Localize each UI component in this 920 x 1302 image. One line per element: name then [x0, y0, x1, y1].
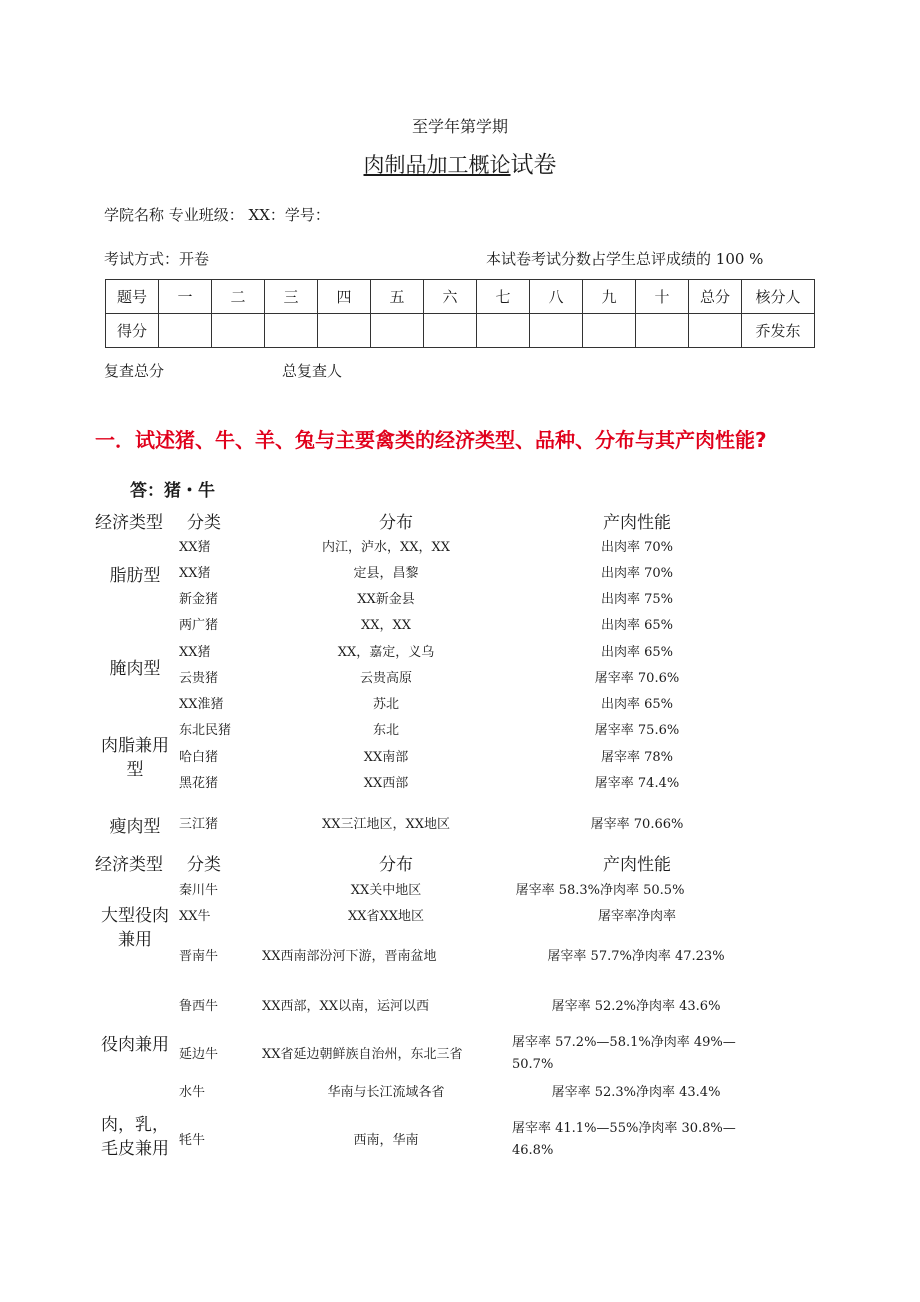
col-header-type: 经济类型	[95, 513, 163, 533]
cattle-performance: 屠宰率 52.3%净肉率 43.4%	[551, 1085, 721, 1100]
cattle-distribution: XX关中地区	[350, 883, 422, 898]
pig-breed: 三江猪	[179, 817, 219, 832]
pig-performance: 屠宰率 78%	[600, 750, 674, 765]
pig-performance: 屠宰率 74.4%	[594, 776, 680, 791]
score-input-cell[interactable]	[424, 314, 477, 348]
pig-type-label: 肉脂兼用型	[101, 736, 169, 780]
pig-breed: XX猪	[179, 540, 211, 555]
col-header-distribution: 分布	[379, 855, 413, 875]
score-input-cell[interactable]	[636, 314, 689, 348]
pig-performance: 出肉率 65%	[600, 618, 674, 633]
score-header-cell: 二	[212, 280, 265, 314]
pig-breed: 东北民猪	[179, 723, 232, 738]
score-header-cell: 四	[318, 280, 371, 314]
cattle-breed: 秦川牛	[179, 883, 219, 898]
cattle-distribution: XX西部，XX以南，运河以西	[262, 999, 430, 1014]
pig-type-label: 瘦肉型	[109, 817, 161, 837]
score-input-cell[interactable]	[159, 314, 212, 348]
pig-performance: 屠宰率 70.66%	[590, 817, 684, 832]
score-input-cell[interactable]	[689, 314, 742, 348]
score-header-cell: 核分人	[742, 280, 815, 314]
pig-distribution: XX新金县	[357, 592, 415, 607]
pig-performance: 出肉率 65%	[600, 645, 674, 660]
answer-heading: 答：猪・牛	[130, 481, 215, 501]
cattle-breed: 延边牛	[179, 1047, 219, 1062]
col-header-category: 分类	[187, 513, 221, 533]
exam-weight: 本试卷考试分数占学生总评成绩的 100 %	[486, 250, 764, 268]
col-header-category: 分类	[187, 855, 221, 875]
cattle-performance: 屠宰率 57.7%净肉率 47.23%	[547, 949, 725, 964]
score-header-cell: 总分	[689, 280, 742, 314]
cattle-distribution: 西南，华南	[353, 1133, 419, 1148]
checker-name: 乔发东	[742, 314, 815, 348]
pig-distribution: XX，XX	[360, 618, 412, 633]
score-row-label: 得分	[106, 314, 159, 348]
score-header-cell: 八	[530, 280, 583, 314]
pig-performance: 出肉率 65%	[600, 697, 674, 712]
cattle-performance: 屠宰率 52.2%净肉率 43.6%	[551, 999, 721, 1014]
col-header-performance: 产肉性能	[603, 855, 671, 875]
cattle-performance: 屠宰率净肉率	[597, 909, 676, 924]
pig-performance: 屠宰率 70.6%	[594, 671, 680, 686]
cattle-breed: XX牛	[179, 909, 211, 924]
cattle-performance: 屠宰率 41.1%—55%净肉率 30.8%—	[512, 1121, 736, 1136]
cattle-performance-cont: 50.7%	[512, 1057, 554, 1072]
pig-distribution: 东北	[372, 723, 399, 738]
student-info-line: 学院名称 专业班级： XX：学号：	[104, 206, 330, 224]
pig-breed: 新金猪	[179, 592, 219, 607]
score-table	[105, 279, 815, 348]
cattle-breed: 晋南牛	[179, 949, 219, 964]
pig-distribution: 内江，泸水，XX，XX	[321, 540, 451, 555]
score-header-cell: 五	[371, 280, 424, 314]
score-header-cell: 十	[636, 280, 689, 314]
score-header-cell: 一	[159, 280, 212, 314]
cattle-type-label: 大型役肉兼用	[101, 906, 169, 950]
pig-breed: 黑花猪	[179, 776, 219, 791]
pig-distribution: XX西部	[363, 776, 409, 791]
cattle-distribution: 华南与长江流域各省	[327, 1085, 445, 1100]
recheck-person-label: 总复查人	[282, 362, 343, 380]
pig-distribution: 定县，昌黎	[353, 566, 419, 581]
score-input-cell[interactable]	[212, 314, 265, 348]
cattle-type-label: 肉，乳，毛皮兼用	[101, 1115, 169, 1159]
score-input-cell[interactable]	[583, 314, 636, 348]
cattle-performance: 屠宰率 57.2%—58.1%净肉率 49%—	[512, 1035, 736, 1050]
pig-performance: 屠宰率 75.6%	[594, 723, 680, 738]
pig-distribution: XX南部	[363, 750, 409, 765]
cattle-type-label: 役肉兼用	[101, 1035, 169, 1055]
semester-line: 至学年第学期	[411, 117, 508, 136]
score-input-cell[interactable]	[530, 314, 583, 348]
recheck-total-label: 复查总分	[104, 362, 165, 380]
score-input-cell[interactable]	[318, 314, 371, 348]
cattle-breed: 牦牛	[179, 1133, 206, 1148]
cattle-breed: 鲁西牛	[179, 999, 219, 1014]
col-header-type: 经济类型	[95, 855, 163, 875]
pig-breed: XX淮猪	[179, 697, 224, 712]
pig-type-label: 脂肪型	[109, 566, 161, 586]
title-suffix: 试卷	[510, 152, 557, 178]
score-header-cell: 九	[583, 280, 636, 314]
col-header-performance: 产肉性能	[603, 513, 671, 533]
cattle-distribution: XX省延边朝鲜族自治州，东北三省	[262, 1047, 463, 1062]
col-header-distribution: 分布	[379, 513, 413, 533]
pig-performance: 出肉率 70%	[600, 540, 674, 555]
score-input-cell[interactable]	[265, 314, 318, 348]
pig-distribution: XX三江地区，XX地区	[321, 817, 451, 832]
pig-type-label: 腌肉型	[109, 659, 161, 679]
cattle-breed: 水牛	[179, 1085, 206, 1100]
pig-breed: 哈白猪	[179, 750, 219, 765]
cattle-distribution: XX省XX地区	[347, 909, 425, 924]
question-1: 一．试述猪、牛、羊、兔与主要禽类的经济类型、品种、分布与其产肉性能?	[95, 428, 767, 452]
pig-breed: XX猪	[179, 566, 211, 581]
cattle-distribution: XX西南部汾河下游，晋南盆地	[262, 949, 437, 964]
pig-breed: 两广猪	[179, 618, 219, 633]
score-header-cell: 七	[477, 280, 530, 314]
cattle-performance: 屠宰率 58.3%净肉率 50.5%	[515, 883, 685, 898]
pig-performance: 出肉率 75%	[600, 592, 674, 607]
pig-breed: XX猪	[179, 645, 211, 660]
pig-performance: 出肉率 70%	[600, 566, 674, 581]
score-input-cell[interactable]	[477, 314, 530, 348]
score-table-header-row	[106, 280, 815, 314]
score-header-cell: 六	[424, 280, 477, 314]
pig-distribution: XX，嘉定，义乌	[337, 645, 435, 660]
course-name: 肉制品加工概论	[363, 153, 511, 177]
score-table-score-row	[106, 314, 815, 348]
score-header-cell: 三	[265, 280, 318, 314]
exam-mode: 考试方式：开卷	[104, 250, 210, 268]
cattle-performance-cont: 46.8%	[512, 1143, 554, 1158]
pig-distribution: 云贵高原	[359, 671, 412, 686]
score-header-cell: 题号	[106, 280, 159, 314]
pig-distribution: 苏北	[372, 697, 399, 712]
page-title	[0, 146, 920, 179]
pig-breed: 云贵猪	[179, 671, 219, 686]
score-input-cell[interactable]	[371, 314, 424, 348]
